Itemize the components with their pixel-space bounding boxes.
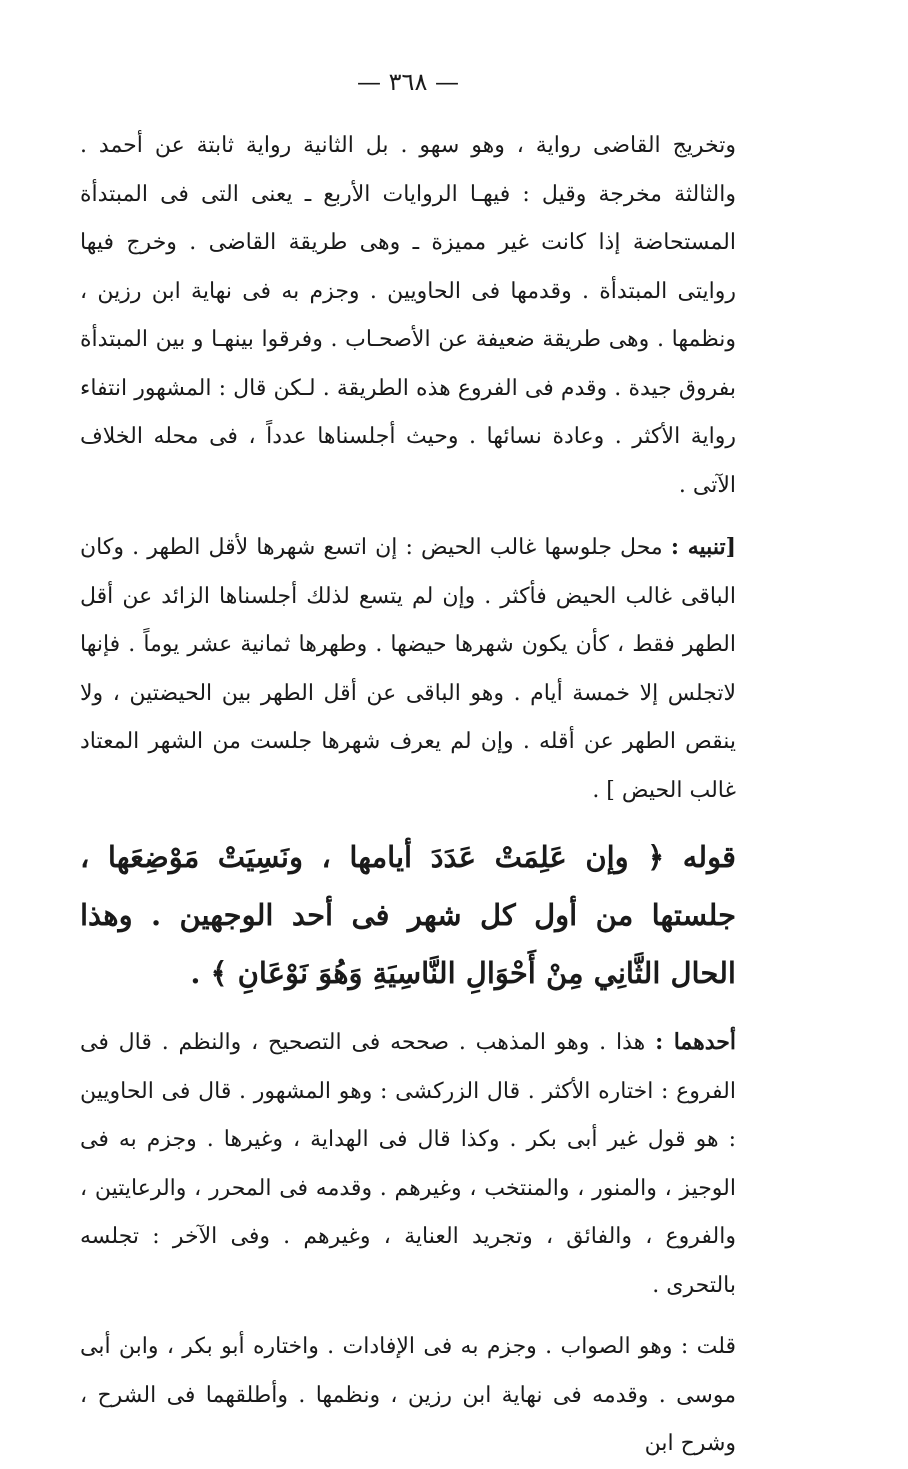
paragraph-comment: قلت : وهو الصواب . وجزم به فى الإفادات . واختاره أبو بكر ، وابن أبى موسى . وقدمه فى نهاية ابن رزين ، ونظمها . وأطلقهما فى الشرح ، وشرح ابن — [80, 1334, 736, 1456]
note-text: محل جلوسها غالب الحيض : إن اتسع شهرها لأقل الطهر . وكان الباقى غالب الحيض فأكثر . وإن لم يتسع لذلك أجلسناها الزائد عن أقل الطهر فقط ، كأن يكون شهرها حيضها . وطهرها ثمانية عشر يوماً . فإنها لاتجلس إلا خمسة أيام . وهو الباقى عن أقل الطهر بين الحيضتين ، ولا ينقص الطهر عن أقله . وإن لم يعرف شهرها جلست من الشهر المعتاد غالب الحيض ] . — [80, 535, 736, 803]
first-type-text: هذا . وهو المذهب . صححه فى التصحيح ، والنظم . قال فى الفروع : اختاره الأكثر . قال الزركشى : وهو المشهور . قال فى الحاويين : هو قول غير أبى بكر . وكذا قال فى الهداية ، وغيرها . وجزم به فى الوجيز ، والمنور ، والمنتخب ، وغيرهم . وقدمه فى المحرر ، والرعايتين ، والفروع ، والفائق ، وتجريد العناية ، وغيرهم . وفى الآخر : تجلسه بالتحرى . — [80, 1030, 736, 1298]
paragraph-first-type — [80, 1018, 736, 1310]
book-page — [80, 60, 736, 1469]
first-type-heading: أحدهما : — [655, 1029, 736, 1055]
paragraph-note — [80, 523, 736, 815]
page-number: — ٣٦٨ — — [357, 68, 459, 96]
paragraph-spacer — [80, 1002, 736, 1018]
paragraph-spacer — [80, 815, 736, 828]
paragraph-spacer — [80, 1310, 736, 1323]
paragraph-1: وتخريج القاضى رواية ، وهو سهو . بل الثانية رواية ثابتة عن أحمد . والثالثة مخرجة وقيل : فيهـا الروايات الأربع ـ يعنى التى فى المبتدأة المستحاضة إذا كانت غير مميزة ـ وهى طريقة القاضى . وخرج فيها روايتى المبتدأة . وقدمها فى الحاويين . وجزم به فى نهاية ابن رزين ، ونظمها . وهى طريقة ضعيفة عن الأصحـاب . وفرقوا بينهـا و بين المبتدأة بفروق جيدة . وقدم فى الفروع هذه الطريقة . لـكن قال : المشهور انتفاء رواية الأكثر . وعادة نسائها . وحيث أجلسناها عدداً ، فى محله الخلاف الآتى . — [80, 133, 736, 498]
note-heading: [تنبيه : — [670, 534, 736, 560]
paragraph-spacer — [80, 510, 736, 523]
quoted-matn: قوله ﴿ وإن عَلِمَتْ عَدَدَ أيامها ، ونَسِيَتْ مَوْضِعَها ، جلستها من أول كل شهر فى أحد الوجهين . وهذا الحال الثَّانِي مِنْ أَحْوَالِ النَّاسِيَةِ وَهُوَ نَوْعَانِ ﴾ . — [80, 840, 736, 990]
